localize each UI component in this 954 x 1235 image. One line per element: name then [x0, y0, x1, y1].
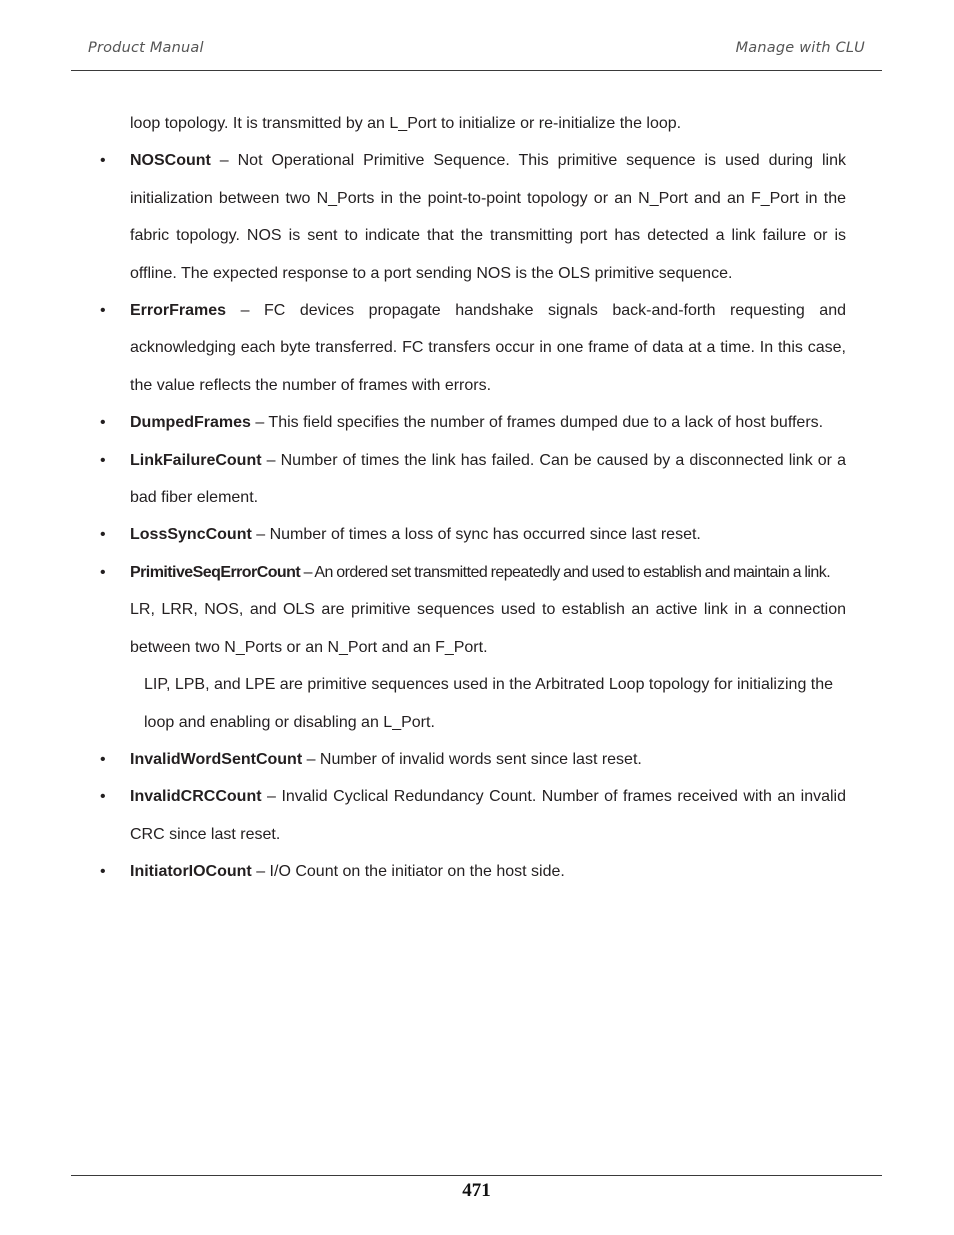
list-item-losssynccount	[100, 516, 846, 553]
bullet-icon: •	[100, 451, 106, 469]
term-description: – Number of times a loss of sync has occurred since last reset.	[251, 526, 701, 544]
term-label: NOSCount	[130, 152, 211, 170]
term-description: – Number of times the link has failed. Can be caused by a disconnected link or a bad fiber element.	[130, 451, 846, 507]
term-description: – I/O Count on the initiator on the host side.	[251, 863, 565, 881]
term-description: – Invalid Cyclical Redundancy Count. Number of frames received with an invalid CRC since last reset.	[130, 788, 846, 843]
term-label: PrimitiveSeqErrorCount	[130, 563, 301, 581]
bullet-icon: •	[100, 152, 106, 170]
term-label: DumpedFrames	[130, 414, 251, 432]
list-item-noscount	[100, 142, 846, 292]
list-item-linkfailurecount	[100, 442, 846, 517]
term-label: LossSyncCount	[130, 526, 252, 544]
term-description: – Number of invalid words sent since last reset.	[302, 750, 642, 768]
term-description-continued: LR, LRR, NOS, and OLS are primitive sequences used to establish an active link in a connection between two N_Ports or an N_Port and an F_Port.	[130, 601, 846, 656]
term-description: – This field specifies the number of frames dumped due to a lack of host buffers.	[250, 414, 824, 432]
bullet-icon: •	[100, 788, 106, 806]
bullet-icon: •	[100, 414, 106, 432]
bullet-icon: •	[100, 750, 106, 768]
term-label: ErrorFrames	[130, 302, 227, 320]
list-item-invalidcrccount	[100, 778, 846, 853]
bullet-icon: •	[100, 526, 106, 544]
intro-paragraph: loop topology. It is transmitted by an L_Port to initialize or re-initialize the loop.	[130, 115, 682, 132]
term-label: InvalidWordSentCount	[130, 750, 303, 768]
term-label: LinkFailureCount	[130, 451, 262, 469]
page-footer-rule	[71, 1175, 882, 1176]
term-label: InitiatorIOCount	[130, 863, 252, 881]
term-first-line	[130, 554, 846, 591]
bullet-icon: •	[100, 563, 106, 581]
term-label: InvalidCRCCount	[130, 788, 262, 806]
bullet-icon: •	[100, 302, 106, 320]
term-description: – Not Operational Primitive Sequence. This primitive sequence is used during link initialization between two N_Ports in the point-to-point topology or an N_Port and an F_Port in the fabric topology. NOS is sent to indicate that the transmitting port has detected a link failure or is offline. The expected response to a port sending NOS is the OLS primitive sequence.	[130, 152, 846, 282]
list-item-errorframes	[100, 292, 846, 404]
bullet-icon: •	[100, 863, 106, 881]
list-item-primitiveseqerrorcount	[100, 554, 846, 666]
term-description: – An ordered set transmitted repeatedly and used to establish and maintain a link.	[300, 563, 831, 581]
term-description: – FC devices propagate handshake signals back-and-forth requesting and acknowledging each byte transferred. FC transfers occur in one frame of data at a time. In this case, the value reflects the number of frames with errors.	[130, 302, 846, 394]
header-section-title: Manage with CLU	[735, 40, 865, 56]
list-item-invalidwordsentcount	[100, 741, 846, 778]
header-document-title: Product Manual	[88, 40, 204, 56]
page-header	[71, 0, 882, 71]
page-number: 471	[462, 1180, 491, 1201]
sub-paragraph: LIP, LPB, and LPE are primitive sequences used in the Arbitrated Loop topology for initializing the loop and enabling or disabling an L_Port.	[144, 676, 834, 731]
list-item-initiatoriocount	[100, 853, 846, 890]
list-item-dumpedframes	[100, 404, 846, 441]
page-content	[100, 105, 846, 891]
